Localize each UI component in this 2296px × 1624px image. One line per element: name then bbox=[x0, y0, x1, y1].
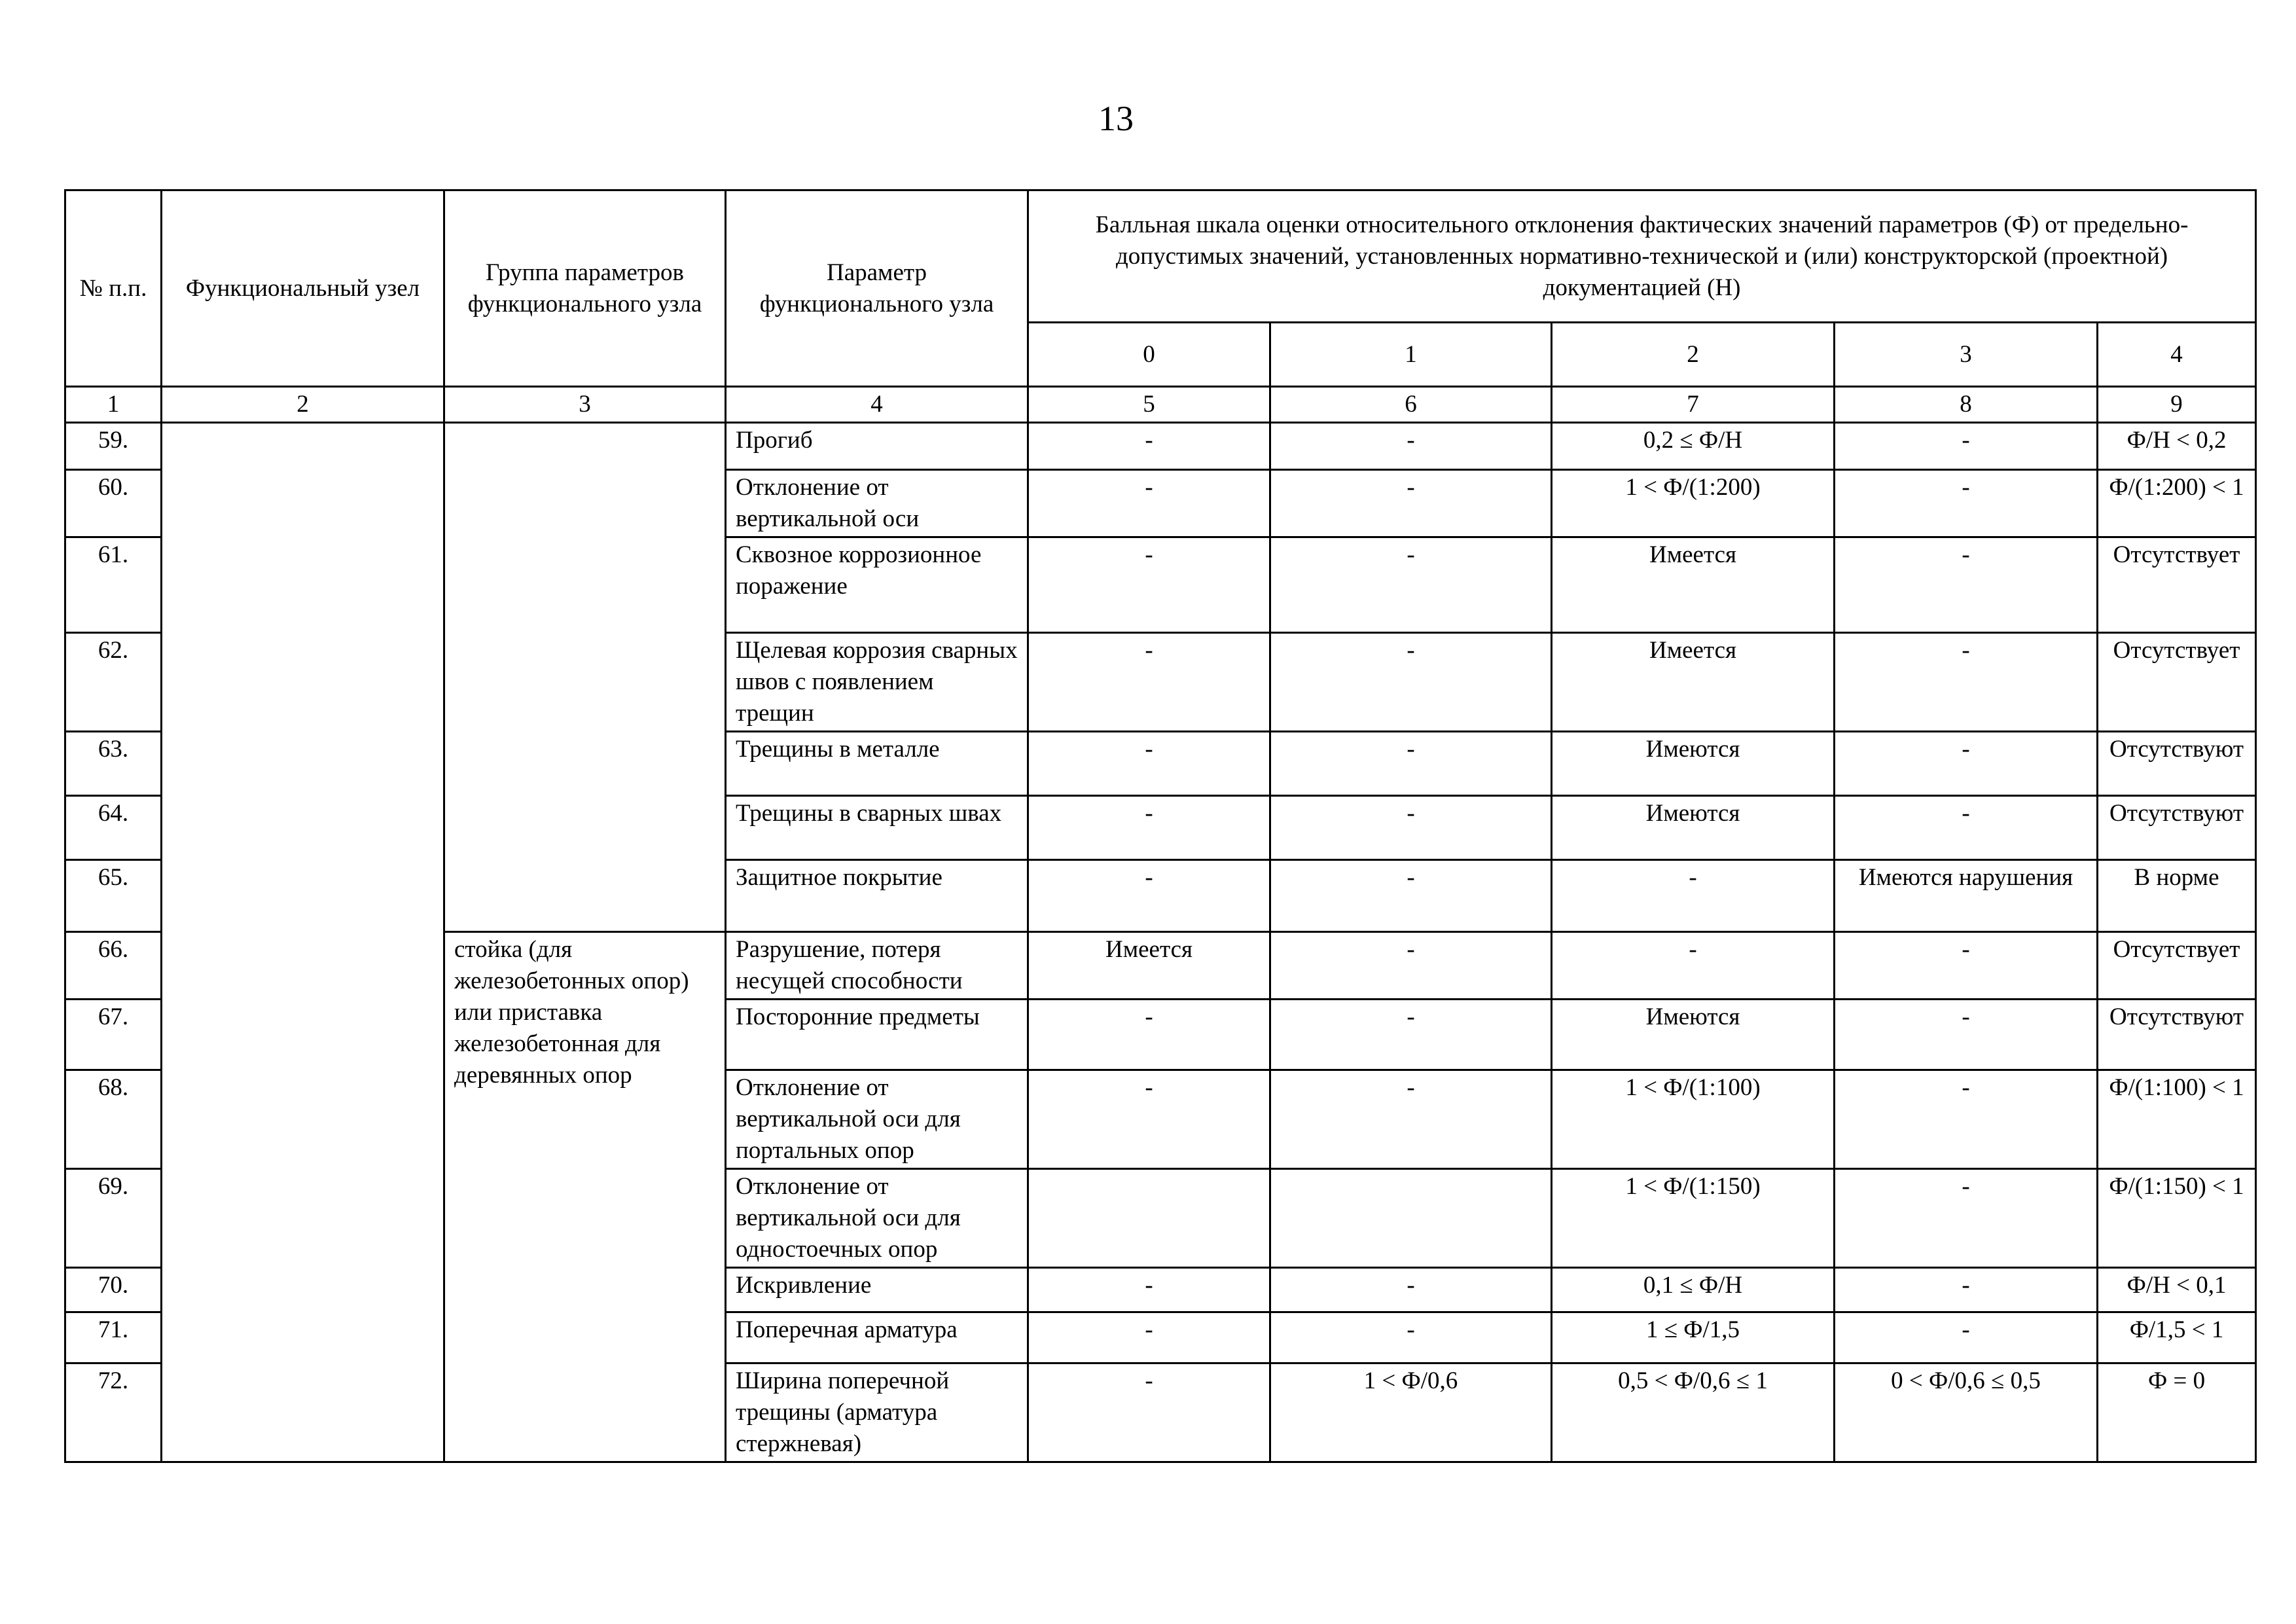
score-3-cell: 0 < Ф/0,6 ≤ 0,5 bbox=[1835, 1363, 2098, 1462]
score-1-cell bbox=[1270, 1169, 1552, 1268]
score-4-cell: Ф/Н < 0,2 bbox=[2098, 423, 2256, 470]
param-cell: Защитное покрытие bbox=[726, 860, 1028, 932]
score-4-cell: Отсутствуют bbox=[2098, 1000, 2256, 1070]
row-number: 64. bbox=[65, 796, 162, 860]
score-3-cell: - bbox=[1835, 633, 2098, 732]
score-0-cell: - bbox=[1028, 1070, 1270, 1169]
column-number: 5 bbox=[1028, 387, 1270, 423]
score-1-cell: - bbox=[1270, 470, 1552, 537]
score-1-cell: - bbox=[1270, 423, 1552, 470]
row-number: 68. bbox=[65, 1070, 162, 1169]
score-0-cell: - bbox=[1028, 796, 1270, 860]
score-2-cell: 0,5 < Ф/0,6 ≤ 1 bbox=[1552, 1363, 1835, 1462]
param-cell: Отклонение от вертикальной оси для одностоечных опор bbox=[726, 1169, 1028, 1268]
param-cell: Отклонение от вертикальной оси bbox=[726, 470, 1028, 537]
param-cell: Искривление bbox=[726, 1268, 1028, 1312]
score-1-cell: - bbox=[1270, 860, 1552, 932]
row-number: 63. bbox=[65, 732, 162, 796]
score-2-cell: 1 < Ф/(1:200) bbox=[1552, 470, 1835, 537]
group-cell-empty bbox=[444, 423, 726, 932]
score-2-cell: - bbox=[1552, 860, 1835, 932]
score-4-cell: Отсутствуют bbox=[2098, 796, 2256, 860]
score-2-cell: 1 ≤ Ф/1,5 bbox=[1552, 1312, 1835, 1363]
param-cell: Посторонние предметы bbox=[726, 1000, 1028, 1070]
score-4-cell: Ф/(1:100) < 1 bbox=[2098, 1070, 2256, 1169]
score-3-cell: - bbox=[1835, 1000, 2098, 1070]
score-3-cell: - bbox=[1835, 423, 2098, 470]
score-1-cell: - bbox=[1270, 796, 1552, 860]
column-number: 9 bbox=[2098, 387, 2256, 423]
header-score-4: 4 bbox=[2098, 323, 2256, 387]
row-number: 67. bbox=[65, 1000, 162, 1070]
score-1-cell: - bbox=[1270, 932, 1552, 1000]
score-2-cell: 1 < Ф/(1:150) bbox=[1552, 1169, 1835, 1268]
score-0-cell: - bbox=[1028, 633, 1270, 732]
score-1-cell: - bbox=[1270, 1312, 1552, 1363]
header-group: Группа параметров функционального узла bbox=[444, 190, 726, 387]
score-3-cell: - bbox=[1835, 932, 2098, 1000]
score-3-cell: - bbox=[1835, 1268, 2098, 1312]
score-0-cell: - bbox=[1028, 537, 1270, 633]
header-node: Функциональный узел bbox=[162, 190, 444, 387]
column-number: 2 bbox=[162, 387, 444, 423]
page-number: 13 bbox=[1098, 99, 1134, 138]
score-4-cell: Отсутствует bbox=[2098, 932, 2256, 1000]
header-score-0: 0 bbox=[1028, 323, 1270, 387]
score-2-cell: Имеется bbox=[1552, 633, 1835, 732]
column-number: 1 bbox=[65, 387, 162, 423]
score-1-cell: - bbox=[1270, 1070, 1552, 1169]
column-number: 3 bbox=[444, 387, 726, 423]
score-1-cell: - bbox=[1270, 633, 1552, 732]
column-number: 8 bbox=[1835, 387, 2098, 423]
header-param: Параметр функционального узла bbox=[726, 190, 1028, 387]
score-4-cell: Ф/1,5 < 1 bbox=[2098, 1312, 2256, 1363]
score-0-cell: - bbox=[1028, 1000, 1270, 1070]
row-number: 65. bbox=[65, 860, 162, 932]
score-0-cell: - bbox=[1028, 860, 1270, 932]
param-cell: Прогиб bbox=[726, 423, 1028, 470]
score-3-cell: - bbox=[1835, 796, 2098, 860]
score-2-cell: Имеется bbox=[1552, 537, 1835, 633]
param-cell: Разрушение, потеря несущей способности bbox=[726, 932, 1028, 1000]
score-2-cell: Имеются bbox=[1552, 1000, 1835, 1070]
header-score-3: 3 bbox=[1835, 323, 2098, 387]
column-number: 6 bbox=[1270, 387, 1552, 423]
column-number-row bbox=[65, 387, 2256, 423]
evaluation-table bbox=[64, 189, 2257, 1463]
node-cell bbox=[162, 423, 444, 1462]
header-score-2: 2 bbox=[1552, 323, 1835, 387]
score-2-cell: 0,2 ≤ Ф/Н bbox=[1552, 423, 1835, 470]
score-0-cell: - bbox=[1028, 1312, 1270, 1363]
score-3-cell: - bbox=[1835, 470, 2098, 537]
score-3-cell: Имеются нарушения bbox=[1835, 860, 2098, 932]
score-0-cell: - bbox=[1028, 470, 1270, 537]
score-2-cell: 1 < Ф/(1:100) bbox=[1552, 1070, 1835, 1169]
score-4-cell: Ф/Н < 0,1 bbox=[2098, 1268, 2256, 1312]
table-row bbox=[65, 423, 2256, 470]
column-number: 4 bbox=[726, 387, 1028, 423]
score-1-cell: - bbox=[1270, 1268, 1552, 1312]
param-cell: Поперечная арматура bbox=[726, 1312, 1028, 1363]
score-3-cell: - bbox=[1835, 1070, 2098, 1169]
row-number: 70. bbox=[65, 1268, 162, 1312]
row-number: 62. bbox=[65, 633, 162, 732]
score-0-cell: - bbox=[1028, 732, 1270, 796]
row-number: 71. bbox=[65, 1312, 162, 1363]
score-3-cell: - bbox=[1835, 1312, 2098, 1363]
score-2-cell: Имеются bbox=[1552, 732, 1835, 796]
score-1-cell: - bbox=[1270, 732, 1552, 796]
header-num: № п.п. bbox=[65, 190, 162, 387]
param-cell: Трещины в сварных швах bbox=[726, 796, 1028, 860]
score-2-cell: Имеются bbox=[1552, 796, 1835, 860]
score-4-cell: Отсутствует bbox=[2098, 633, 2256, 732]
score-4-cell: В норме bbox=[2098, 860, 2256, 932]
score-4-cell: Ф/(1:150) < 1 bbox=[2098, 1169, 2256, 1268]
row-number: 60. bbox=[65, 470, 162, 537]
score-1-cell: - bbox=[1270, 537, 1552, 633]
score-2-cell: 0,1 ≤ Ф/Н bbox=[1552, 1268, 1835, 1312]
score-1-cell: - bbox=[1270, 1000, 1552, 1070]
score-4-cell: Отсутствует bbox=[2098, 537, 2256, 633]
param-cell: Щелевая коррозия сварных швов с появлением трещин bbox=[726, 633, 1028, 732]
score-0-cell: - bbox=[1028, 1268, 1270, 1312]
score-0-cell bbox=[1028, 1169, 1270, 1268]
group-label-cell: стойка (для железобетонных опор) или приставка железобетонная для деревянных опор bbox=[444, 932, 726, 1462]
param-cell: Сквозное коррозионное поражение bbox=[726, 537, 1028, 633]
score-2-cell: - bbox=[1552, 932, 1835, 1000]
param-cell: Отклонение от вертикальной оси для портальных опор bbox=[726, 1070, 1028, 1169]
score-0-cell: Имеется bbox=[1028, 932, 1270, 1000]
row-number: 61. bbox=[65, 537, 162, 633]
score-4-cell: Ф = 0 bbox=[2098, 1363, 2256, 1462]
score-0-cell: - bbox=[1028, 423, 1270, 470]
row-number: 69. bbox=[65, 1169, 162, 1268]
score-4-cell: Ф/(1:200) < 1 bbox=[2098, 470, 2256, 537]
param-cell: Трещины в металле bbox=[726, 732, 1028, 796]
row-number: 72. bbox=[65, 1363, 162, 1462]
score-0-cell: - bbox=[1028, 1363, 1270, 1462]
row-number: 66. bbox=[65, 932, 162, 1000]
score-3-cell: - bbox=[1835, 1169, 2098, 1268]
header-scale: Балльная шкала оценки относительного отклонения фактических значений параметров (Ф) от предельно-допустимых значений, установленных нормативно-технической и (или) конструкторской (проектной) документацией (Н) bbox=[1028, 190, 2256, 323]
row-number: 59. bbox=[65, 423, 162, 470]
score-1-cell: 1 < Ф/0,6 bbox=[1270, 1363, 1552, 1462]
score-3-cell: - bbox=[1835, 537, 2098, 633]
score-4-cell: Отсутствуют bbox=[2098, 732, 2256, 796]
header-score-1: 1 bbox=[1270, 323, 1552, 387]
score-3-cell: - bbox=[1835, 732, 2098, 796]
param-cell: Ширина поперечной трещины (арматура стержневая) bbox=[726, 1363, 1028, 1462]
column-number: 7 bbox=[1552, 387, 1835, 423]
